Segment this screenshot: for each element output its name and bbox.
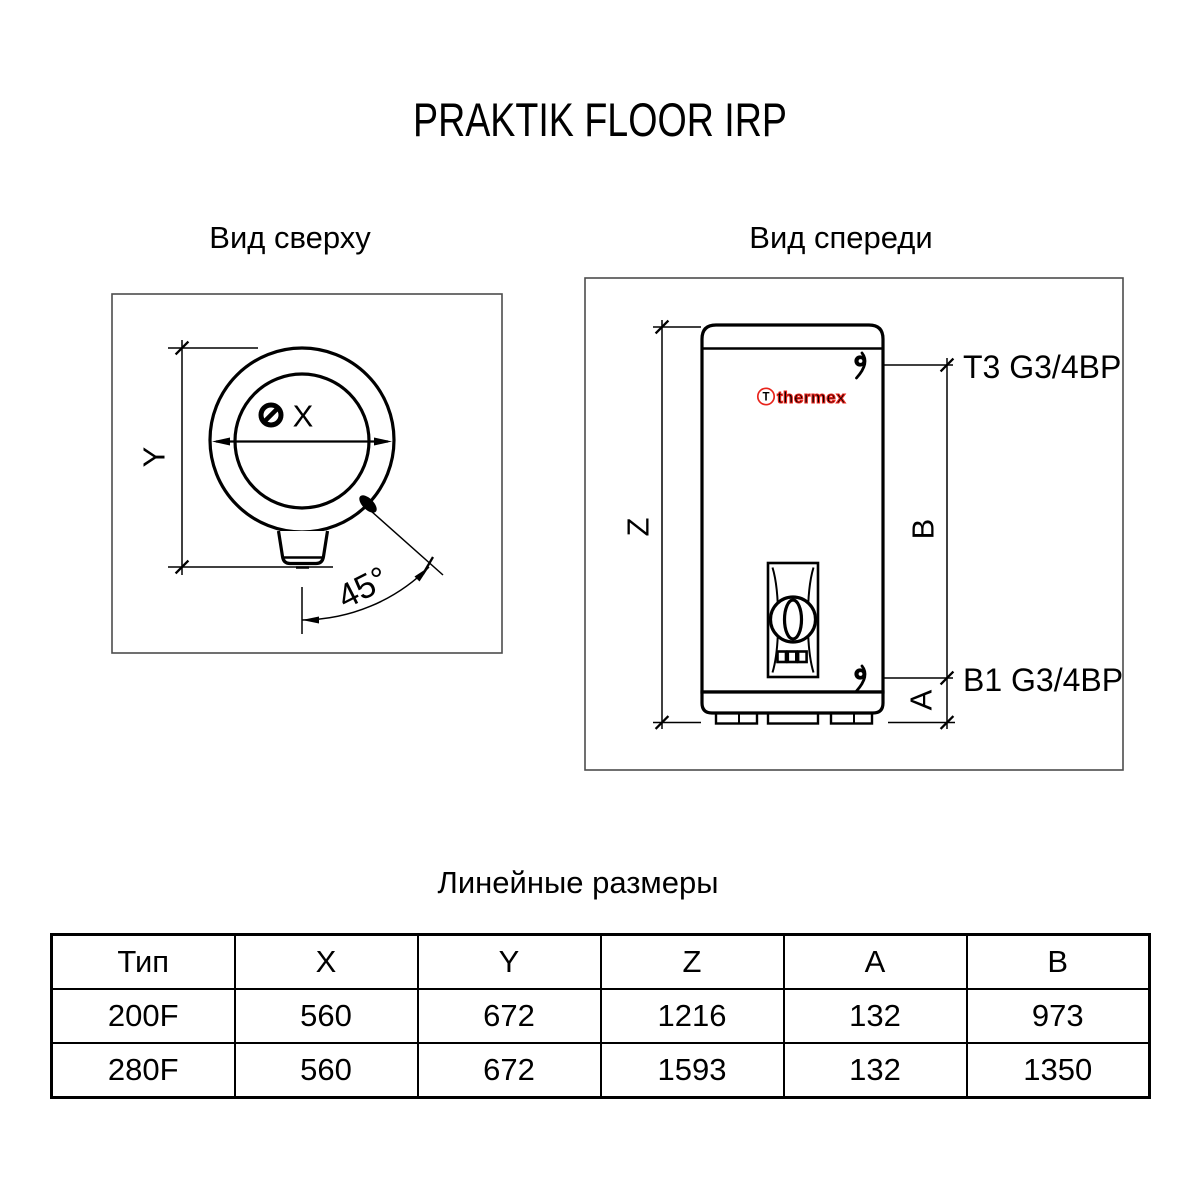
- arrowhead-left: [212, 438, 230, 446]
- dimension-b-a: [884, 358, 955, 729]
- arc-arrowhead-bottom: [302, 617, 319, 624]
- table-cell: 672: [418, 989, 601, 1043]
- dimension-b-label: B: [905, 518, 941, 540]
- table-header-cell: Z: [601, 935, 784, 990]
- table-header-cell: Тип: [52, 935, 235, 990]
- angle-label: 45°: [331, 559, 395, 617]
- table-header-cell: X: [235, 935, 418, 990]
- table-header-row: [52, 935, 1150, 990]
- table-cell: 200F: [52, 989, 235, 1043]
- table-header-cell: A: [784, 935, 967, 990]
- front-view-drawing: [585, 278, 1123, 770]
- dial-knob: [785, 600, 802, 639]
- dimension-a-label: A: [903, 689, 939, 711]
- table-cell: 1593: [601, 1043, 784, 1098]
- top-view-drawing: [112, 294, 502, 653]
- table-header-cell: B: [967, 935, 1150, 990]
- table-cell: 132: [784, 989, 967, 1043]
- table-cell: 672: [418, 1043, 601, 1098]
- thermex-badge-letter: T: [762, 391, 770, 404]
- table-row: [52, 989, 1150, 1043]
- cold-water-fitting-label: B1 G3/4BP: [963, 662, 1124, 698]
- diameter-icon: [261, 405, 281, 425]
- table-cell: 132: [784, 1043, 967, 1098]
- table-cell: 1216: [601, 989, 784, 1043]
- table-cell: 560: [235, 989, 418, 1043]
- heater-base: [702, 692, 883, 724]
- table-title: Линейные размеры: [437, 865, 719, 900]
- table-cell: 280F: [52, 1043, 235, 1098]
- dimension-z-label: Z: [620, 517, 656, 537]
- table-row: [52, 1043, 1150, 1098]
- dimension-z: [621, 320, 702, 729]
- hot-water-fitting-label: T3 G3/4BP: [963, 349, 1122, 385]
- front-view-label: Вид спереди: [749, 220, 933, 255]
- thermex-wordmark: thermex: [777, 388, 846, 407]
- table-cell: 973: [967, 989, 1150, 1043]
- table-cell: 1350: [967, 1043, 1150, 1098]
- dimension-x-label: X: [292, 398, 314, 434]
- table-cell: 560: [235, 1043, 418, 1098]
- dimension-y-label: Y: [136, 446, 172, 468]
- table-header-cell: Y: [418, 935, 601, 990]
- top-view-label: Вид сверху: [209, 220, 371, 255]
- control-panel: [768, 563, 818, 677]
- arrowhead-right: [374, 438, 392, 446]
- junction-box: [279, 531, 328, 568]
- page-title: PRAKTIK FLOOR IRP: [413, 93, 787, 146]
- dimensions-table: [50, 933, 1151, 1099]
